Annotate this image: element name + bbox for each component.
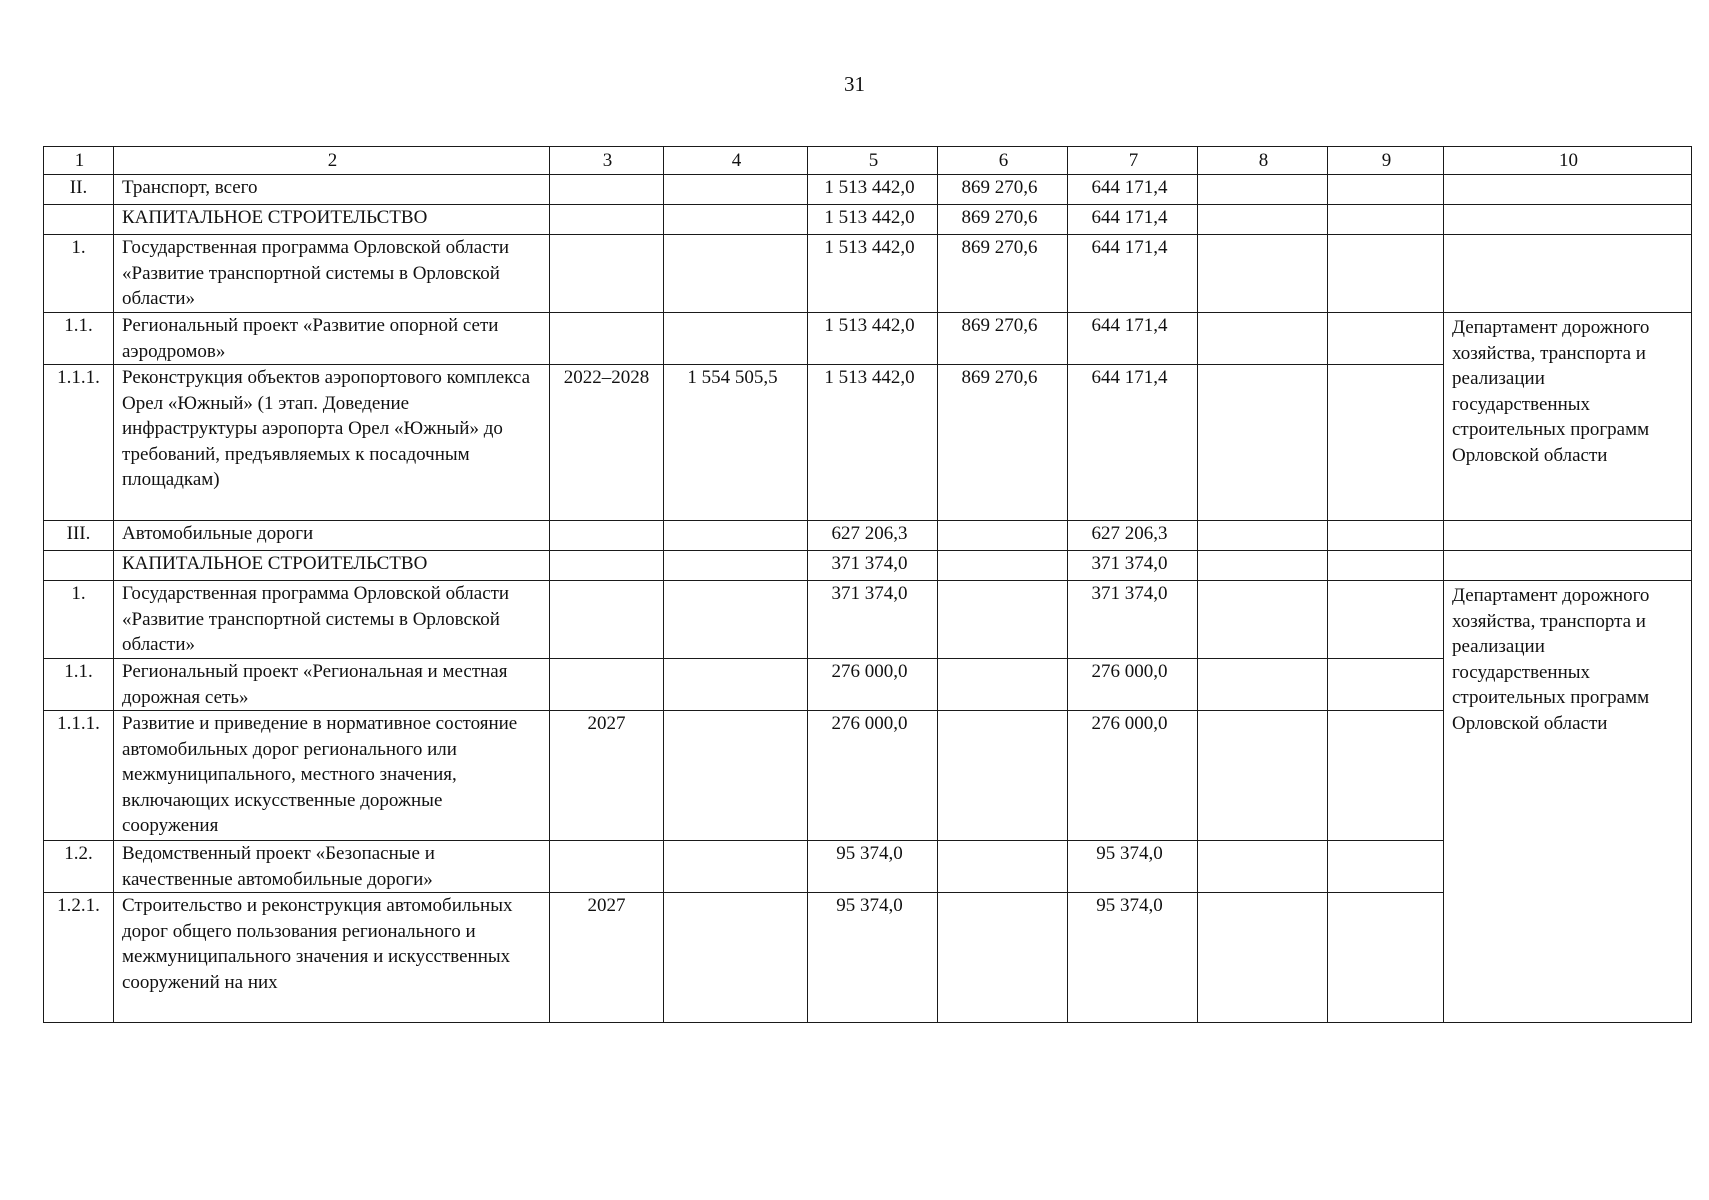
row-col8 <box>1198 659 1328 711</box>
row-col7: 95 374,0 <box>1068 841 1198 893</box>
row-period: 2022–2028 <box>550 365 664 521</box>
row-cost <box>664 313 808 365</box>
row-col7: 627 206,3 <box>1068 521 1198 551</box>
row-col7: 276 000,0 <box>1068 659 1198 711</box>
row-col7: 644 171,4 <box>1068 175 1198 205</box>
row-period <box>550 521 664 551</box>
row-col6: 869 270,6 <box>938 313 1068 365</box>
row-col10 <box>1444 205 1692 235</box>
row-col9 <box>1328 521 1444 551</box>
row-col7: 371 374,0 <box>1068 581 1198 659</box>
row-name: Строительство и реконструкция автомобильных дорог общего пользования регионального и межмуниципального значения и искусственных сооружений на них <box>114 893 550 1023</box>
row-col5: 276 000,0 <box>808 659 938 711</box>
row-number: III. <box>44 521 114 551</box>
row-col6 <box>938 711 1068 841</box>
row-period <box>550 313 664 365</box>
row-col5: 95 374,0 <box>808 841 938 893</box>
header-cell: 4 <box>664 147 808 175</box>
row-col6: 869 270,6 <box>938 235 1068 313</box>
row-number: 1.1.1. <box>44 711 114 841</box>
row-col6 <box>938 521 1068 551</box>
row-col8 <box>1198 893 1328 1023</box>
row-col8 <box>1198 365 1328 521</box>
row-name: Ведомственный проект «Безопасные и качественные автомобильные дороги» <box>114 841 550 893</box>
table-row <box>44 205 1692 235</box>
row-number: 1. <box>44 235 114 313</box>
row-col9 <box>1328 175 1444 205</box>
row-name: Транспорт, всего <box>114 175 550 205</box>
table-row <box>44 235 1692 313</box>
row-number: 1. <box>44 581 114 659</box>
row-number: 1.1. <box>44 659 114 711</box>
header-cell: 6 <box>938 147 1068 175</box>
row-number: 1.1. <box>44 313 114 365</box>
row-col9 <box>1328 581 1444 659</box>
row-col8 <box>1198 205 1328 235</box>
row-period <box>550 235 664 313</box>
responsible-department: Департамент дорожного хозяйства, транспорта и реализации государственных строительных программ Орловской области <box>1452 317 1650 466</box>
row-cost <box>664 659 808 711</box>
row-name: Реконструкция объектов аэропортового комплекса Орел «Южный» (1 этап. Доведение инфраструктуры аэропорта Орел «Южный» до требований, предъявляемых к посадочным площадкам) <box>114 365 550 521</box>
responsible-department-cell <box>1444 313 1692 521</box>
row-cost <box>664 521 808 551</box>
header-cell: 3 <box>550 147 664 175</box>
row-col9 <box>1328 235 1444 313</box>
row-col9 <box>1328 659 1444 711</box>
row-col8 <box>1198 841 1328 893</box>
row-col8 <box>1198 175 1328 205</box>
row-col5: 371 374,0 <box>808 581 938 659</box>
objects-table <box>43 146 1692 1023</box>
row-col8 <box>1198 711 1328 841</box>
row-name: Автомобильные дороги <box>114 521 550 551</box>
row-cost <box>664 175 808 205</box>
row-col7: 644 171,4 <box>1068 313 1198 365</box>
row-col9 <box>1328 893 1444 1023</box>
table-row <box>44 521 1692 551</box>
row-col5: 1 513 442,0 <box>808 235 938 313</box>
row-col5: 95 374,0 <box>808 893 938 1023</box>
row-cost <box>664 711 808 841</box>
row-col7: 371 374,0 <box>1068 551 1198 581</box>
row-name: Развитие и приведение в нормативное состояние автомобильных дорог регионального или межмуниципального, местного значения, включающих искусственные дорожные сооружения <box>114 711 550 841</box>
header-cell: 7 <box>1068 147 1198 175</box>
row-col8 <box>1198 581 1328 659</box>
header-cell: 2 <box>114 147 550 175</box>
header-cell: 1 <box>44 147 114 175</box>
row-col5: 1 513 442,0 <box>808 205 938 235</box>
row-cost <box>664 581 808 659</box>
row-period <box>550 175 664 205</box>
row-cost <box>664 893 808 1023</box>
row-col6: 869 270,6 <box>938 365 1068 521</box>
row-period <box>550 581 664 659</box>
row-number: 1.1.1. <box>44 365 114 521</box>
header-cell: 8 <box>1198 147 1328 175</box>
row-name: Государственная программа Орловской области «Развитие транспортной системы в Орловской области» <box>114 581 550 659</box>
row-col10 <box>1444 521 1692 551</box>
row-cost <box>664 205 808 235</box>
row-col7: 644 171,4 <box>1068 235 1198 313</box>
row-cost <box>664 841 808 893</box>
row-col8 <box>1198 235 1328 313</box>
row-name: КАПИТАЛЬНОЕ СТРОИТЕЛЬСТВО <box>114 205 550 235</box>
row-col9 <box>1328 551 1444 581</box>
row-col10 <box>1444 551 1692 581</box>
row-col5: 627 206,3 <box>808 521 938 551</box>
row-col7: 276 000,0 <box>1068 711 1198 841</box>
row-number <box>44 205 114 235</box>
row-col9 <box>1328 841 1444 893</box>
table-row <box>44 551 1692 581</box>
row-col6 <box>938 893 1068 1023</box>
row-col6: 869 270,6 <box>938 175 1068 205</box>
row-number: 1.2.1. <box>44 893 114 1023</box>
row-number: II. <box>44 175 114 205</box>
row-col6: 869 270,6 <box>938 205 1068 235</box>
row-period <box>550 841 664 893</box>
row-col9 <box>1328 205 1444 235</box>
row-name: Региональный проект «Развитие опорной сети аэродромов» <box>114 313 550 365</box>
row-period <box>550 551 664 581</box>
responsible-department: Департамент дорожного хозяйства, транспорта и реализации государственных строительных программ Орловской области <box>1452 585 1650 734</box>
table-row <box>44 313 1692 365</box>
row-col5: 1 513 442,0 <box>808 175 938 205</box>
row-col5: 1 513 442,0 <box>808 313 938 365</box>
row-col5: 371 374,0 <box>808 551 938 581</box>
row-col9 <box>1328 365 1444 521</box>
row-col8 <box>1198 551 1328 581</box>
table-row <box>44 175 1692 205</box>
row-col8 <box>1198 521 1328 551</box>
header-cell: 10 <box>1444 147 1692 175</box>
row-cost: 1 554 505,5 <box>664 365 808 521</box>
row-cost <box>664 551 808 581</box>
table-row <box>44 581 1692 659</box>
responsible-department-cell <box>1444 581 1692 1023</box>
row-number: 1.2. <box>44 841 114 893</box>
row-period: 2027 <box>550 893 664 1023</box>
row-col10 <box>1444 175 1692 205</box>
header-cell: 5 <box>808 147 938 175</box>
row-period <box>550 205 664 235</box>
row-col9 <box>1328 711 1444 841</box>
row-name: КАПИТАЛЬНОЕ СТРОИТЕЛЬСТВО <box>114 551 550 581</box>
row-col5: 276 000,0 <box>808 711 938 841</box>
table-header-row <box>44 147 1692 175</box>
header-cell: 9 <box>1328 147 1444 175</box>
row-col10 <box>1444 235 1692 313</box>
row-period <box>550 659 664 711</box>
row-col8 <box>1198 313 1328 365</box>
row-period: 2027 <box>550 711 664 841</box>
row-number <box>44 551 114 581</box>
row-name: Государственная программа Орловской области «Развитие транспортной системы в Орловской области» <box>114 235 550 313</box>
row-cost <box>664 235 808 313</box>
row-col6 <box>938 581 1068 659</box>
page-number: 31 <box>844 72 865 96</box>
row-col9 <box>1328 313 1444 365</box>
row-col6 <box>938 551 1068 581</box>
row-col7: 644 171,4 <box>1068 365 1198 521</box>
row-col7: 644 171,4 <box>1068 205 1198 235</box>
row-col7: 95 374,0 <box>1068 893 1198 1023</box>
row-col6 <box>938 659 1068 711</box>
row-name: Региональный проект «Региональная и местная дорожная сеть» <box>114 659 550 711</box>
row-col5: 1 513 442,0 <box>808 365 938 521</box>
row-col6 <box>938 841 1068 893</box>
